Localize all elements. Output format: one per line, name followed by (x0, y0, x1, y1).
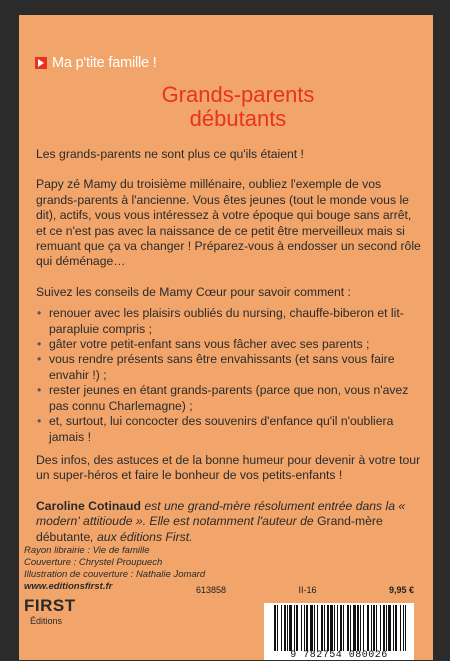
series-name: Ma p'tite famille ! (52, 55, 157, 71)
book-title-line2: débutants (189, 106, 287, 131)
bullet-mark: • (37, 337, 42, 352)
product-code: 613858 (196, 585, 227, 595)
bullet-mark: • (37, 352, 42, 367)
list-item: • gâter votre petit-enfant sans vous fâcher avec ses parents ; (37, 337, 370, 352)
author-paragraph: Caroline Cotinaud est une grand-mère résolument entrée dans la « modern' attitioude ». Elle est notamment l'auteur de Grand-mère débutante, aux éditions First. (36, 498, 406, 544)
author-name: Caroline Cotinaud (36, 498, 141, 513)
barcode (264, 603, 414, 660)
publisher-url: www.editionsfirst.fr (24, 581, 113, 592)
series-label (35, 55, 157, 71)
advice-intro: Suivez les conseils de Mamy Cœur pour savoir comment : (36, 284, 351, 299)
author-book: Grand-mère débutante (36, 514, 383, 544)
publisher-logo: FIRST (24, 596, 76, 615)
period-code: II-16 (298, 585, 317, 595)
blurb (36, 147, 421, 545)
list-item: • vous rendre présents sans être envahissants (et sans vous faire envahir !) ; (37, 352, 395, 382)
book-title-line1: Grands-parents (161, 82, 315, 107)
credits: Rayon librairie : Vie de famille Couverture : Chrystel Proupuech Illustration de couverture : Nathalie Jomard www.editionsfirst.fr (24, 545, 206, 592)
red-arrow-icon (35, 57, 47, 69)
list-item: • et, surtout, lui concocter des souvenirs d'enfance qu'il n'oubliera jamais ! (37, 414, 394, 444)
list-item: • renouer avec les plaisirs oubliés du nursing, chauffe-biberon et lit-parapluie compris ; (37, 306, 404, 336)
bullet-mark: • (37, 414, 42, 429)
list-item: • rester jeunes en étant grands-parents (parce que non, vous n'avez pas connu Charlemagne) ; (37, 383, 409, 413)
barcode-bars (274, 605, 406, 651)
bullet-mark: • (37, 383, 42, 398)
advice-list (36, 306, 421, 445)
header (19, 33, 433, 131)
publisher-subtitle: Éditions (30, 616, 63, 626)
price: 9,95 € (388, 585, 414, 595)
isbn-number: 9 782754 080026 (290, 650, 388, 661)
closing-paragraph: Des infos, des astuces et de la bonne humeur pour devenir à votre tour un super-héros et faire le bonheur de vos petits-enfants ! (36, 452, 421, 483)
bullet-mark: • (37, 306, 42, 321)
intro-paragraph: Les grands-parents ne sont plus ce qu'ils étaient ! (36, 147, 304, 161)
description-paragraph: Papy zé Mamy du troisième millénaire, oubliez l'exemple de vos grands-parents à l'ancienne. Vous êtes jeunes (tout le monde vous le dit), actifs, vous vous intéressez à votre époque qui bouge sans arrêt, et ce n'est pas avec la naissance de ce petit être merveilleux mais si remuant que ça va changer ! Préparez-vous à endosser un second rôle qui déménage… (36, 177, 421, 269)
product-meta (196, 585, 414, 595)
